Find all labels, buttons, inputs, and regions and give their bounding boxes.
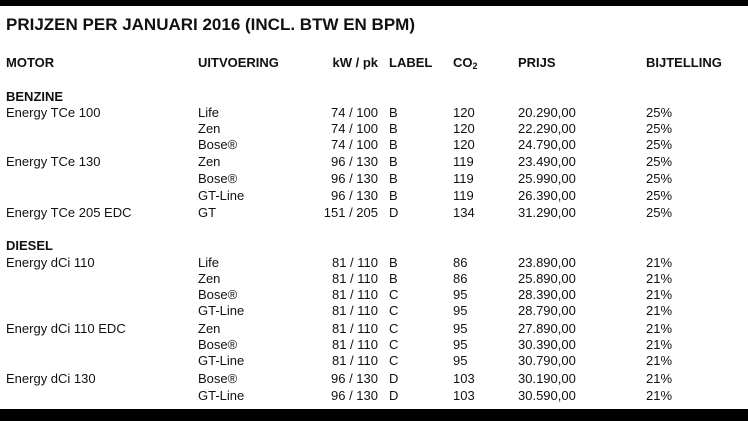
cell-kw-pk: 96 / 130 xyxy=(331,388,378,403)
cell-label: D xyxy=(389,388,399,403)
bottom-border xyxy=(0,409,748,421)
cell-uitvoering: GT-Line xyxy=(198,353,245,368)
cell-uitvoering: Life xyxy=(198,255,219,270)
cell-prijs: 30.590,00 xyxy=(518,388,576,403)
cell-motor: Energy dCi 110 xyxy=(6,255,95,270)
table-row xyxy=(0,371,748,387)
cell-uitvoering: Zen xyxy=(198,321,221,336)
cell-uitvoering: Bose® xyxy=(198,171,238,186)
cell-label: B xyxy=(389,188,398,203)
table-row xyxy=(0,271,748,287)
cell-co2: 120 xyxy=(453,137,475,152)
cell-co2: 95 xyxy=(453,287,468,302)
cell-bijtelling: 25% xyxy=(646,205,673,220)
table-row xyxy=(0,171,748,187)
header-motor: MOTOR xyxy=(6,55,55,70)
table-row xyxy=(0,205,748,221)
table-row xyxy=(0,303,748,319)
cell-prijs: 24.790,00 xyxy=(518,137,576,152)
cell-bijtelling: 21% xyxy=(646,388,673,403)
cell-label: C xyxy=(389,337,399,352)
cell-kw-pk: 81 / 110 xyxy=(331,287,378,302)
header-prijs: PRIJS xyxy=(518,55,556,70)
cell-co2: 95 xyxy=(453,303,468,318)
cell-label: D xyxy=(389,371,399,386)
cell-bijtelling: 21% xyxy=(646,303,673,318)
cell-motor: Energy dCi 130 xyxy=(6,371,96,386)
cell-label: C xyxy=(389,353,399,368)
cell-label: B xyxy=(389,137,398,152)
cell-prijs: 23.890,00 xyxy=(518,255,576,270)
cell-label: B xyxy=(389,121,398,136)
cell-kw-pk: 151 / 205 xyxy=(323,205,378,220)
table-row xyxy=(0,188,748,204)
cell-kw-pk: 74 / 100 xyxy=(331,137,378,152)
cell-uitvoering: Zen xyxy=(198,121,221,136)
cell-label: B xyxy=(389,271,398,286)
cell-prijs: 30.390,00 xyxy=(518,337,576,352)
cell-kw-pk: 96 / 130 xyxy=(331,371,378,386)
cell-co2: 120 xyxy=(453,121,475,136)
cell-co2: 95 xyxy=(453,321,468,336)
cell-label: C xyxy=(389,287,399,302)
cell-uitvoering: Bose® xyxy=(198,137,238,152)
cell-bijtelling: 25% xyxy=(646,121,673,136)
cell-uitvoering: Bose® xyxy=(198,287,238,302)
table-row xyxy=(0,105,748,121)
cell-uitvoering: Bose® xyxy=(198,371,238,386)
cell-label: B xyxy=(389,154,398,169)
cell-prijs: 25.890,00 xyxy=(518,271,576,286)
cell-uitvoering: Zen xyxy=(198,154,221,169)
cell-bijtelling: 21% xyxy=(646,337,673,352)
cell-uitvoering: GT xyxy=(198,205,217,220)
cell-prijs: 30.190,00 xyxy=(518,371,576,386)
cell-co2: 86 xyxy=(453,271,468,286)
table-row xyxy=(0,337,748,353)
cell-uitvoering: Zen xyxy=(198,271,221,286)
cell-bijtelling: 21% xyxy=(646,371,673,386)
table-row xyxy=(0,287,748,303)
top-border xyxy=(0,0,748,6)
page-title: PRIJZEN PER JANUARI 2016 (INCL. BTW EN BPM) xyxy=(6,15,415,34)
cell-kw-pk: 81 / 110 xyxy=(331,255,378,270)
cell-kw-pk: 81 / 110 xyxy=(331,337,378,352)
cell-bijtelling: 21% xyxy=(646,255,673,270)
table-row xyxy=(0,121,748,137)
cell-uitvoering: Life xyxy=(198,105,219,120)
section-title-benzine: BENZINE xyxy=(6,89,64,104)
cell-bijtelling: 25% xyxy=(646,105,673,120)
cell-prijs: 27.890,00 xyxy=(518,321,576,336)
table-row xyxy=(0,137,748,153)
table-row xyxy=(0,255,748,271)
cell-co2: 120 xyxy=(453,105,475,120)
cell-bijtelling: 21% xyxy=(646,271,673,286)
cell-co2: 86 xyxy=(453,255,468,270)
table-row xyxy=(0,321,748,337)
cell-bijtelling: 25% xyxy=(646,188,673,203)
cell-label: C xyxy=(389,321,399,336)
cell-uitvoering: GT-Line xyxy=(198,303,245,318)
cell-prijs: 28.790,00 xyxy=(518,303,576,318)
cell-bijtelling: 21% xyxy=(646,287,673,302)
header-co2-main: CO xyxy=(453,55,473,70)
table-row xyxy=(0,353,748,369)
cell-prijs: 28.390,00 xyxy=(518,287,576,302)
cell-prijs: 22.290,00 xyxy=(518,121,576,136)
cell-prijs: 25.990,00 xyxy=(518,171,576,186)
header-co2-sub: 2 xyxy=(472,61,478,71)
cell-kw-pk: 96 / 130 xyxy=(331,154,378,169)
cell-motor: Energy dCi 110 EDC xyxy=(6,321,126,336)
cell-bijtelling: 25% xyxy=(646,137,673,152)
cell-co2: 103 xyxy=(453,388,475,403)
cell-prijs: 23.490,00 xyxy=(518,154,576,169)
cell-co2: 119 xyxy=(453,154,474,169)
cell-uitvoering: Bose® xyxy=(198,337,238,352)
cell-co2: 119 xyxy=(453,171,474,186)
cell-bijtelling: 21% xyxy=(646,353,673,368)
cell-prijs: 20.290,00 xyxy=(518,105,576,120)
header-kw-pk: kW / pk xyxy=(332,55,378,70)
cell-kw-pk: 81 / 110 xyxy=(331,353,378,368)
cell-motor: Energy TCe 100 xyxy=(6,105,101,120)
cell-bijtelling: 25% xyxy=(646,171,673,186)
cell-bijtelling: 21% xyxy=(646,321,673,336)
cell-label: D xyxy=(389,205,399,220)
cell-uitvoering: GT-Line xyxy=(198,188,245,203)
table-header xyxy=(0,55,748,73)
cell-co2: 119 xyxy=(453,188,474,203)
table-row xyxy=(0,388,748,404)
cell-motor: Energy TCe 130 xyxy=(6,154,101,169)
cell-kw-pk: 81 / 110 xyxy=(331,321,378,336)
cell-uitvoering: GT-Line xyxy=(198,388,245,403)
header-uitvoering: UITVOERING xyxy=(198,55,279,70)
cell-bijtelling: 25% xyxy=(646,154,673,169)
cell-prijs: 26.390,00 xyxy=(518,188,576,203)
cell-co2: 134 xyxy=(453,205,475,220)
cell-kw-pk: 81 / 110 xyxy=(331,271,378,286)
cell-kw-pk: 74 / 100 xyxy=(331,105,378,120)
cell-kw-pk: 74 / 100 xyxy=(331,121,378,136)
header-label: LABEL xyxy=(389,55,433,70)
cell-motor: Energy TCe 205 EDC xyxy=(6,205,132,220)
cell-co2: 95 xyxy=(453,337,468,352)
cell-prijs: 30.790,00 xyxy=(518,353,576,368)
cell-label: B xyxy=(389,105,398,120)
cell-co2: 95 xyxy=(453,353,468,368)
cell-co2: 103 xyxy=(453,371,475,386)
table-row xyxy=(0,154,748,170)
cell-label: B xyxy=(389,171,398,186)
header-co2 xyxy=(453,55,478,71)
section-title-diesel: DIESEL xyxy=(6,238,53,253)
header-bijtelling: BIJTELLING xyxy=(646,55,722,70)
cell-kw-pk: 96 / 130 xyxy=(331,188,378,203)
cell-prijs: 31.290,00 xyxy=(518,205,576,220)
cell-kw-pk: 81 / 110 xyxy=(331,303,378,318)
cell-label: B xyxy=(389,255,398,270)
cell-label: C xyxy=(389,303,399,318)
cell-kw-pk: 96 / 130 xyxy=(331,171,378,186)
